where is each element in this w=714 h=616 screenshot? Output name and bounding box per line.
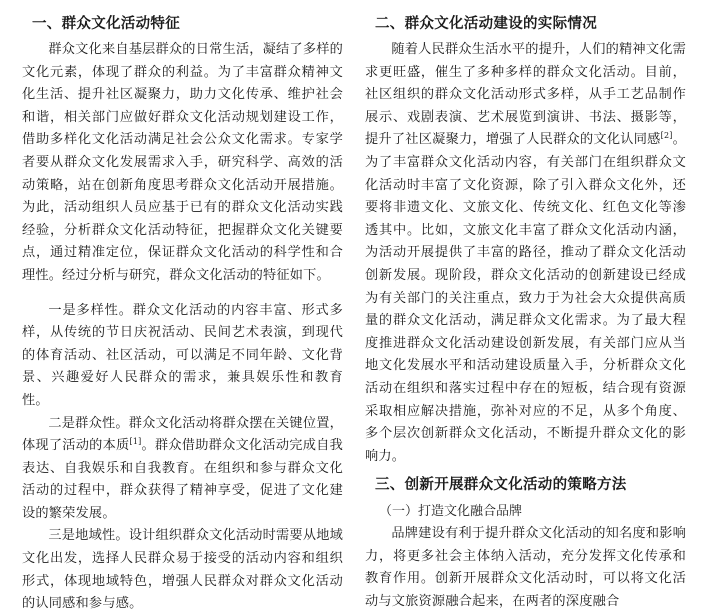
paragraph-diversity: 一是多样性。群众文化活动的内容丰富、形式多样，从传统的节日庆祝活动、民间艺术表演，到现代的体育活动、社区活动，可以满足不同年龄、文化背景、兴趣爱好人民群众的需求，兼具娱乐性和教育性。 — [22, 302, 343, 408]
citation-2: [2] — [660, 131, 673, 141]
paragraph-situation-text-1: 随着人民群众生活水平的提升，人们的精神文化需求更旺盛，催生了多种多样的群众文化活动。目前，社区组织的群众文化活动形式多样，从手工艺品制作展示、戏剧表演、艺术展览到演讲、书法、摄影等，提升了社区凝聚力，增强了人民群众的文化认同感 — [365, 42, 686, 148]
subsection-heading-brand: （一）打造文化融合品牌 — [379, 504, 523, 520]
paragraph-situation — [365, 39, 686, 468]
paragraph-situation-text-2: 。为了丰富群众文化活动内容，有关部门在组织群众文化活动时丰富了文化资源，除了引入群众文化外，还要将非遗文化、文旅文化、传统文化、红色文化等渗透其中。比如，文旅文化丰富了群众文化活动内涵，为活动开展提供了丰富的路径，推动了群众文化活动创新发展。现阶段，群众文化活动的创新建设已经成为有关部门的关注重点，致力于为社会大众提供高质量的群众文化活动，满足群众文化需求。为了最大程度推进群众文化活动建设创新发展，有关部门应从当地文化发展水平和活动建设质量入手，分析群众文化活动在组织和落实过程中存在的短板，结合现有资源采取相应解决措施，弥补对应的不足，从多个角度、多个层次创新群众文化活动，不断提升群众文化的影响力。 — [365, 132, 686, 464]
paragraph-brand: 品牌建设有利于提升群众文化活动的知名度和影响力，将更多社会主体纳入活动，充分发挥文化传承和教育作用。创新开展群众文化活动时，可以将文化活动与文旅资源融合起来，在两者的深度融合 — [365, 526, 686, 610]
paragraph-mass-nature — [22, 413, 343, 526]
paragraph-regional: 三是地域性。设计组织群众文化活动时需要从地域文化出发，选择人民群众易于接受的活动内容和组织形式，体现地域特色，增强人民群众对群众文化活动的认同感和参与感。 — [22, 528, 343, 612]
section-heading-current-situation: 二、群众文化活动建设的实际情况 — [375, 16, 597, 32]
paragraph-mass-nature-text-1: 二是群众性。群众文化活动将群众摆在关键位置，体现了活动的本质 — [22, 415, 343, 454]
left-column — [22, 14, 343, 616]
paragraph-mass-nature-text-2: 。群众借助群众文化活动完成自我表达、自我娱乐和自我教育。在组织和参与群众文化活动的过程中，群众获得了精神享受，促进了文化建设的繁荣发展。 — [22, 438, 343, 521]
right-column — [365, 14, 686, 614]
section-heading-features: 一、群众文化活动特征 — [32, 16, 180, 32]
section-heading-strategies: 三、创新开展群众文化活动的策略方法 — [375, 477, 627, 494]
paragraph-intro: 群众文化来自基层群众的日常生活，凝结了多样的文化元素，体现了群众的利益。为了丰富群众精神文化生活、提升社区凝聚力，助力文化传承、维护社会和谐，相关部门应做好群众文化活动规划建设工作，借助多样化文化活动满足社会公众文化需求。专家学者要从群众文化发展需求入手，研究科学、高效的活动策略，站在创新角度思考群众文化活动开展措施。为此，活动组织人员应基于已有的群众文化活动实践经验，分析群众文化活动特征，把握群众文化关键要点，通过精准定位，保证群众文化活动的科学性和合理性。经过分析与研究，群众文化活动的特征如下。 — [22, 42, 343, 283]
paragraph-gap — [22, 288, 343, 300]
citation-1: [1] — [129, 437, 142, 447]
